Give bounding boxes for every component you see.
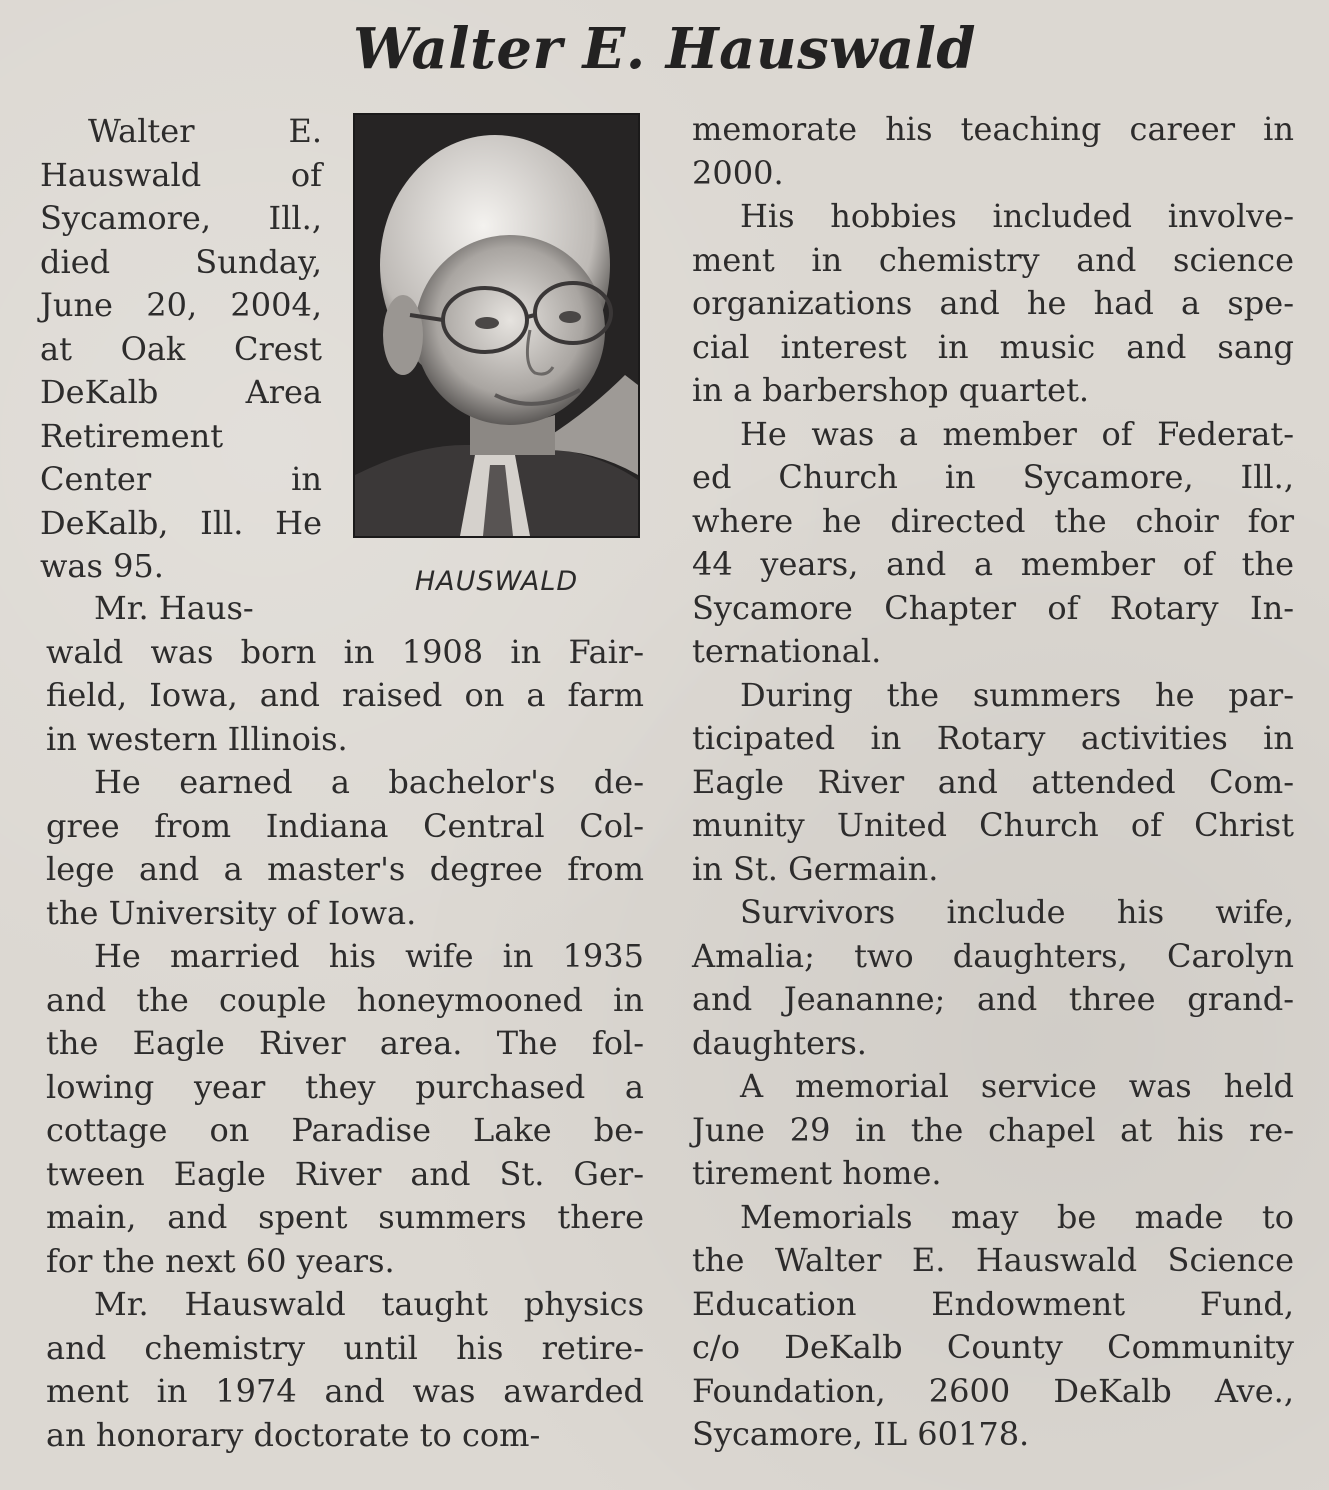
text-line: Memorials may be made to (740, 1197, 1294, 1236)
intro-column (40, 110, 322, 589)
text-line: memorate his teaching career in (692, 110, 1294, 148)
text-line: cial interest in music and sang (692, 327, 1294, 366)
text-line: Amalia; two daughters, Carolyn (692, 936, 1294, 975)
text-line: Foundation, 2600 DeKalb Ave., (692, 1371, 1294, 1410)
text-line: A memorial service was held (740, 1067, 1294, 1105)
text-line: cottage on Paradise Lake be- (46, 1111, 644, 1149)
text-line: His hobbies included involve- (740, 197, 1294, 235)
text-line: DeKalb, Ill. He (40, 503, 322, 542)
text-line: He married his wife in 1935 (94, 937, 644, 975)
text-line: wald was born in 1908 in Fair- (46, 632, 644, 671)
text-line: died Sunday, (40, 242, 322, 281)
paragraph-intro (40, 110, 322, 589)
text-line: and chemistry until his retire- (46, 1328, 644, 1367)
paragraph-hobbies (692, 195, 1294, 413)
text-line: organizations and he had a spe- (692, 284, 1294, 322)
text-line: lege and a master's degree from (46, 850, 644, 888)
paragraph-career (46, 1283, 644, 1457)
text-line: During the summers he par- (740, 675, 1294, 714)
paragraph-summers (692, 674, 1294, 892)
paragraph-service (692, 1065, 1294, 1196)
text-line: for the next 60 years. (46, 1241, 395, 1280)
text-line: in a barbershop quartet. (692, 371, 1090, 409)
text-line: field, Iowa, and raised on a farm (46, 676, 644, 714)
text-line: Hauswald of (40, 155, 322, 194)
text-line: Center in (40, 460, 322, 498)
text-line: the Walter E. Hauswald Science (692, 1241, 1294, 1279)
portrait-illustration (355, 115, 638, 536)
paragraph-marriage (46, 935, 644, 1283)
paragraph-education (46, 761, 644, 935)
text-line: daughters. (692, 1023, 867, 1062)
text-line: He earned a bachelor's de- (94, 763, 644, 801)
text-line: 2000. (692, 153, 784, 192)
text-line: the University of Iowa. (46, 893, 417, 932)
left-column (46, 587, 644, 1457)
text-line: and the couple honeymooned in (46, 980, 644, 1019)
text-line: was 95. (40, 547, 164, 585)
text-line: June 20, 2004, (40, 286, 322, 324)
text-line: an honorary doctorate to com- (46, 1415, 541, 1454)
text-line: in western Illinois. (46, 719, 348, 758)
text-line: tirement home. (692, 1154, 942, 1192)
text-line: Walter E. (88, 112, 322, 150)
text-line: lowing year they purchased a (46, 1067, 644, 1106)
text-line: c/o DeKalb County Community (692, 1328, 1294, 1366)
paragraph-career-continued (692, 108, 1294, 195)
text-line: 44 years, and a member of the (692, 545, 1294, 583)
text-line: Mr. Hauswald taught physics (94, 1285, 644, 1323)
paragraph-survivors (692, 891, 1294, 1065)
text-line: ternational. (692, 632, 882, 670)
text-line: Eagle River and attended Com- (692, 762, 1294, 801)
paragraph-church (692, 413, 1294, 674)
text-line: ment in chemistry and science (692, 240, 1294, 279)
text-line: the Eagle River area. The fol- (46, 1024, 644, 1062)
text-line: Sycamore, Ill., (40, 199, 322, 237)
text-line: tween Eagle River and St. Ger- (46, 1154, 644, 1193)
obituary-title: Walter E. Hauswald (352, 16, 977, 82)
text-line: and Jeananne; and three grand- (692, 980, 1294, 1018)
text-line: Sycamore Chapter of Rotary In- (692, 588, 1294, 627)
text-line: Survivors include his wife, (740, 893, 1294, 931)
text-line: ed Church in Sycamore, Ill., (692, 458, 1294, 496)
paragraph-birth-start: Mr. Haus- (94, 589, 254, 627)
text-line: in St. Germain. (692, 849, 939, 888)
text-line: ticipated in Rotary activities in (692, 719, 1294, 757)
paragraph-birth (46, 631, 644, 762)
text-line: Education Endowment Fund, (692, 1284, 1294, 1323)
text-line: ment in 1974 and was awarded (46, 1372, 644, 1410)
text-line: where he directed the choir for (692, 501, 1294, 540)
paragraph-memorials (692, 1196, 1294, 1457)
portrait-photo (353, 113, 640, 538)
text-line: Sycamore, IL 60178. (692, 1415, 1030, 1453)
text-line: main, and spent summers there (46, 1198, 644, 1236)
text-line: Retirement (40, 416, 224, 455)
right-column (692, 108, 1294, 1457)
text-line: DeKalb Area (40, 373, 322, 411)
text-line: munity United Church of Christ (692, 806, 1294, 844)
text-line: June 29 in the chapel at his re- (692, 1110, 1294, 1149)
photo-caption: HAUSWALD (414, 566, 579, 597)
text-line: at Oak Crest (40, 329, 322, 368)
text-line: He was a member of Federat- (740, 414, 1294, 453)
text-line: gree from Indiana Central Col- (46, 806, 644, 845)
